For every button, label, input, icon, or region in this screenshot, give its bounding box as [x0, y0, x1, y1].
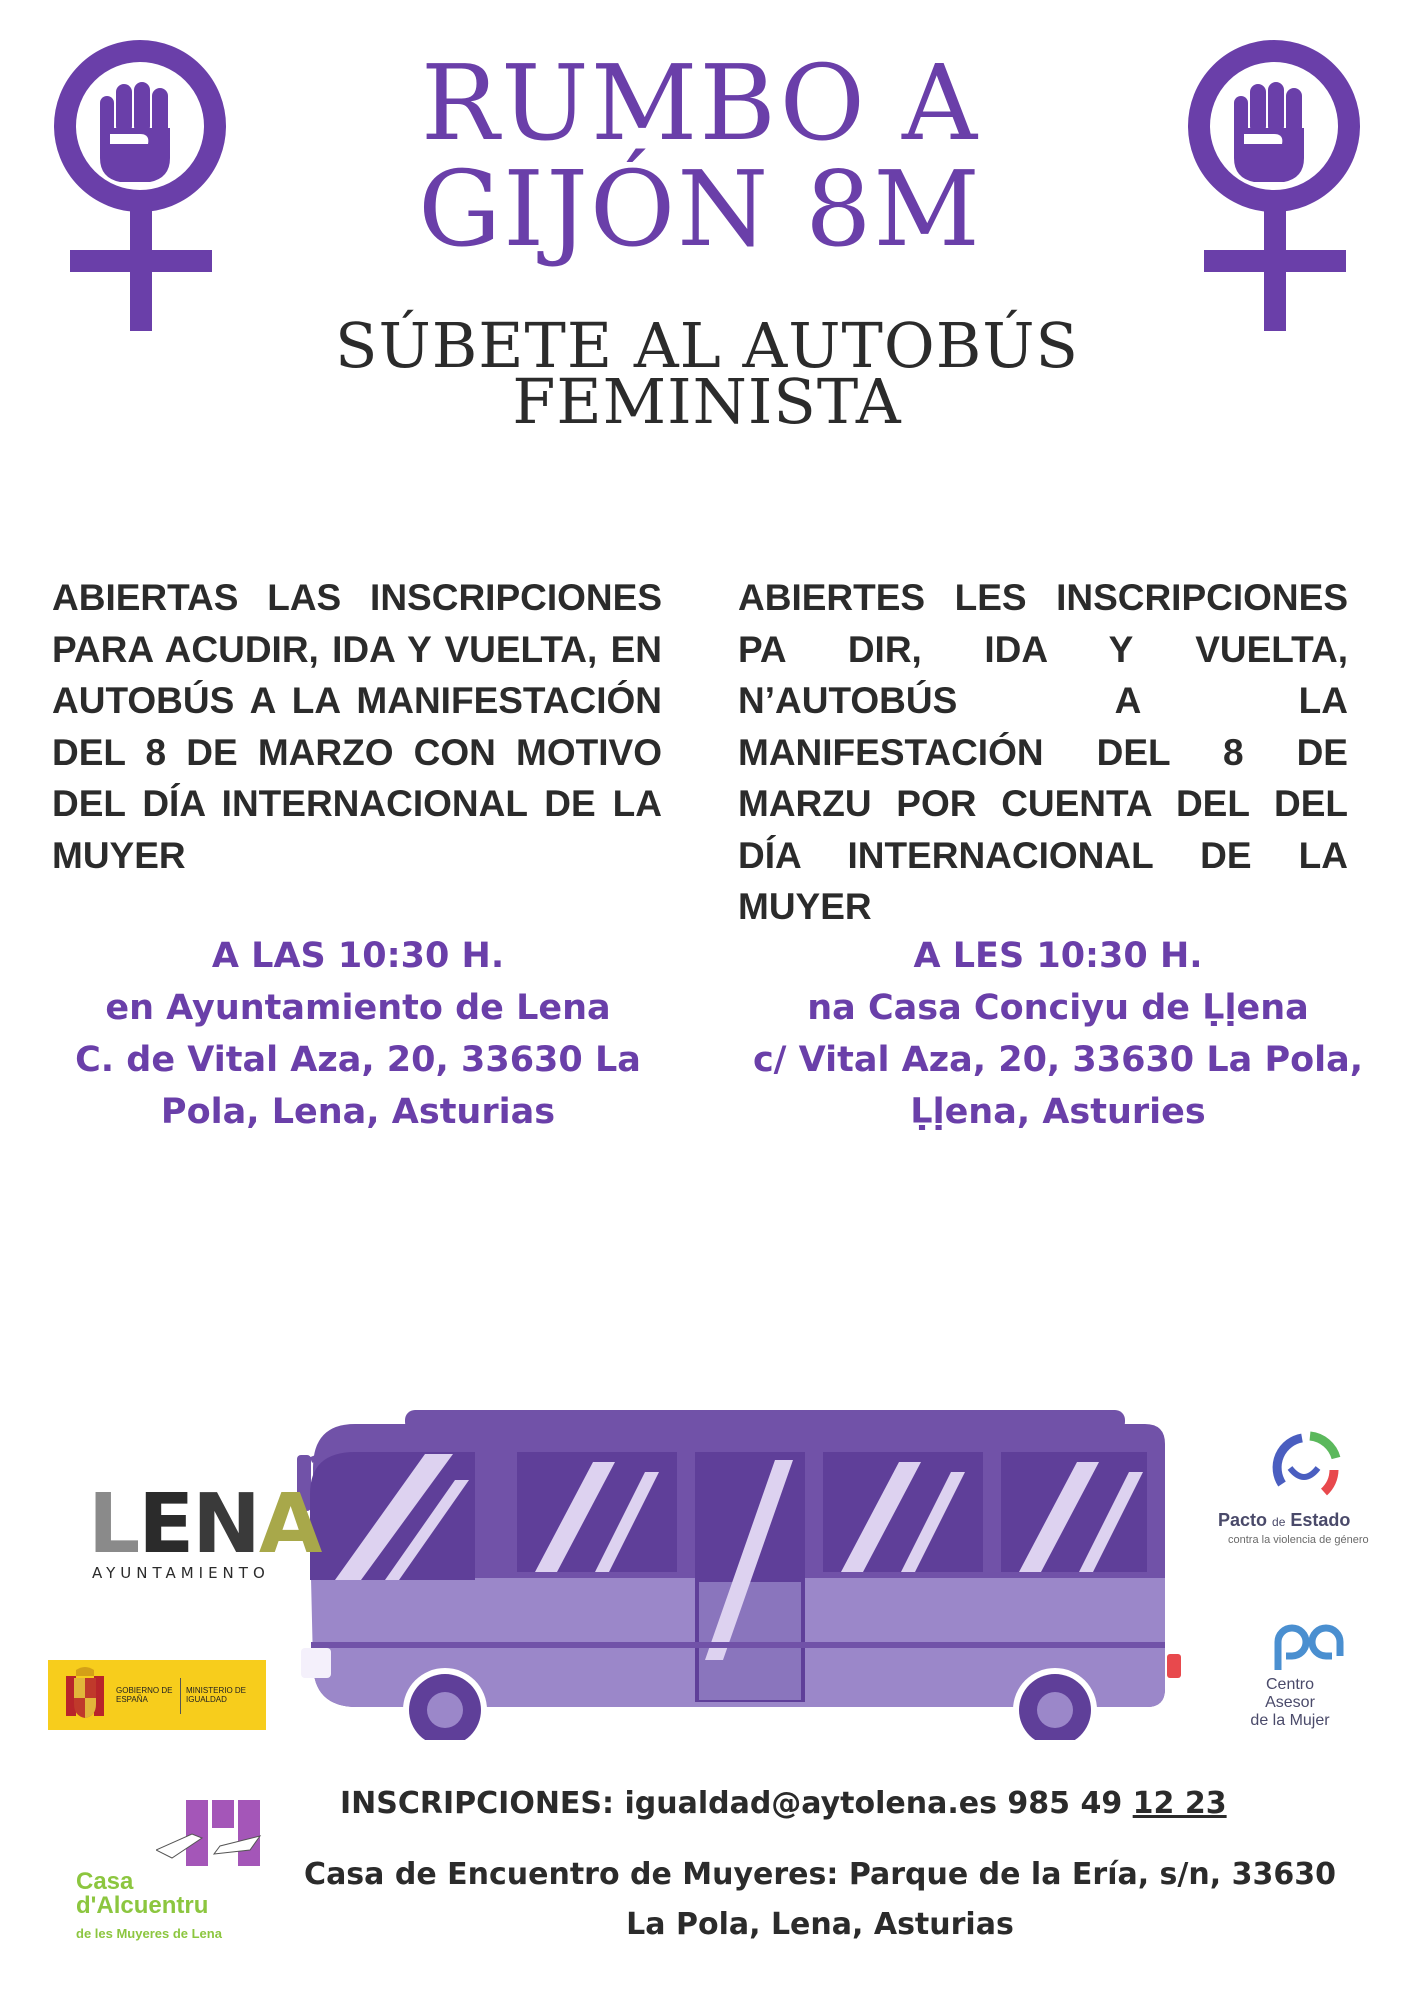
info-line: A LAS 10:30 H. [211, 936, 505, 976]
bus-illustration [295, 1410, 1195, 1740]
page-subtitle [300, 309, 1114, 438]
phone-underlined[interactable]: 12 23 [1132, 1786, 1227, 1821]
lena-logo: LENA [88, 1477, 321, 1572]
centro-asesor-text: Centro Asesor de la Mujer [1250, 1676, 1330, 1729]
lena-logo-subtitle: AYUNTAMIENTO [92, 1564, 270, 1582]
casa-alcuentru-icon [156, 1800, 264, 1876]
subtitle-line-1: SÚBETE AL AUTOBÚS [334, 309, 1080, 382]
pacto-title: Pacto de Estado [1218, 1510, 1351, 1530]
feminist-fist-icon-right [1186, 38, 1366, 338]
info-line: Ḷḷena, Asturies [910, 1092, 1206, 1132]
casa-alcuentru-subtitle: de les Muyeres de Lena [76, 1926, 222, 1941]
page-title [400, 42, 1000, 270]
casa-alcuentru-logo: Casa d'Alcuentru [76, 1868, 209, 1919]
coat-of-arms-icon [60, 1666, 110, 1724]
info-line: en Ayuntamiento de Lena [105, 988, 611, 1028]
gobierno-text: GOBIERNO DE ESPAÑA [116, 1686, 173, 1704]
subtitle-line-2: FEMINISTA [512, 365, 902, 438]
title-line-2: GIJÓN 8M [418, 148, 982, 270]
paragraph-asturian: ABIERTES LES INSCRIPCIONES PA DIR, IDA Y VUELTA, N’AUTOBÚS A LA MANIFESTACIÓN DEL 8 DE MARZU POR CUENTA DEL DEL DÍA INTERNACIONAL DE LA MUYER [738, 577, 1348, 927]
info-line: c/ Vital Aza, 20, 33630 La Pola, [752, 1040, 1364, 1080]
footer-address: Casa de Encuentro de Muyeres: Parque de la Ería, s/n, 33630 La Pola, Lena, Asturias [304, 1857, 1336, 1942]
pacto-smile-icon [1262, 1428, 1348, 1508]
ministerio-text: MINISTERIO DE IGUALDAD [186, 1686, 247, 1704]
feminist-fist-icon-left [52, 38, 232, 338]
title-line-1: RUMBO A [420, 42, 980, 164]
inscripciones-contact: INSCRIPCIONES: igualdad@aytolena.es 985 49 12 23 [340, 1786, 1227, 1821]
info-line: A LES 10:30 H. [913, 936, 1203, 976]
info-line: Pola, Lena, Asturias [160, 1092, 556, 1132]
pacto-subtitle: contra la violencia de género [1228, 1534, 1369, 1546]
info-line: C. de Vital Aza, 20, 33630 La [75, 1040, 641, 1080]
info-line: na Casa Conciyu de Ḷḷena [807, 988, 1309, 1028]
meeting-info-asturian [738, 930, 1378, 1138]
centro-asesor-icon [1268, 1620, 1348, 1674]
meeting-info-spanish [52, 930, 664, 1138]
logo-divider [180, 1678, 181, 1714]
paragraph-spanish: ABIERTAS LAS INSCRIPCIONES PARA ACUDIR, IDA Y VUELTA, EN AUTOBÚS A LA MANIFESTACIÓN DEL 8 DE MARZO CON MOTIVO DEL DÍA INTERNACIONAL DE LA MUYER [52, 577, 662, 876]
